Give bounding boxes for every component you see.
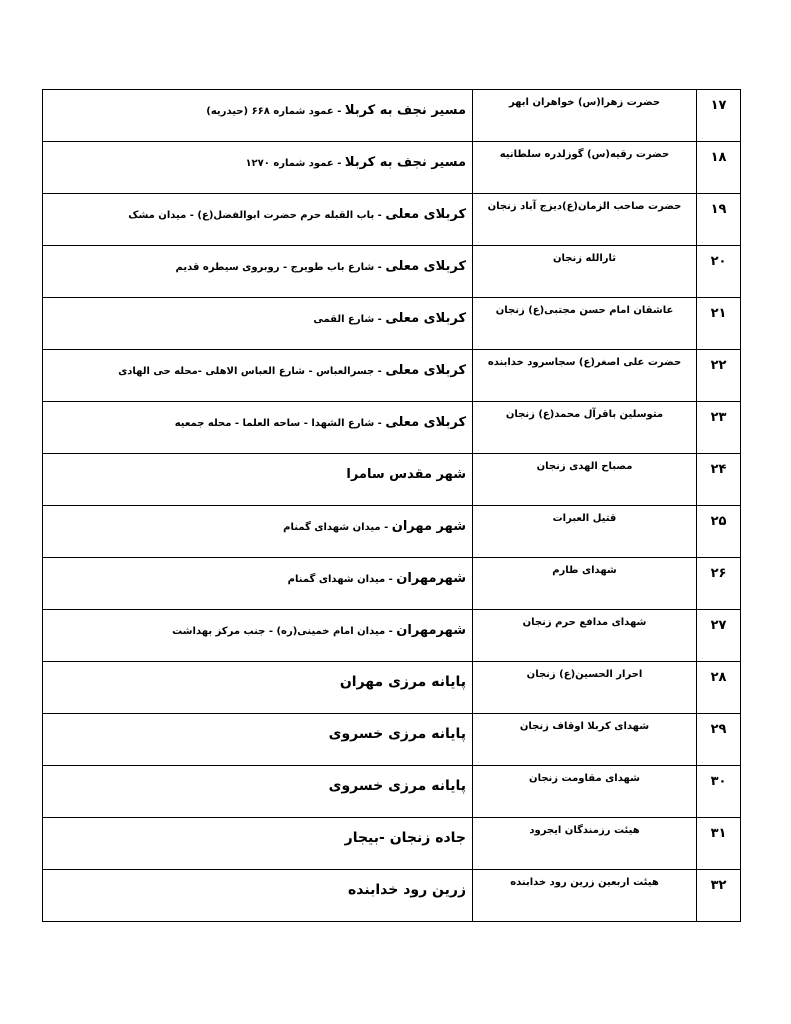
location-cell: [43, 194, 473, 246]
location-cell: [43, 402, 473, 454]
mawkib-table: [42, 89, 741, 922]
location-main: مسیر نجف به کربلا: [344, 155, 466, 170]
location-main: پایانه مرزی مهران: [339, 674, 466, 690]
row-number: ۲۸: [697, 662, 741, 714]
table-row: [43, 350, 741, 402]
host-name: حضرت رقیه(س) گوزلدره سلطانیه: [473, 142, 697, 194]
location-detail: - میدان امام خمینی(ره) - جنب مرکز بهداشت: [172, 626, 397, 637]
location-detail: - شارع الشهدا - ساحه العلما - محله جمعیه: [174, 418, 386, 429]
location-cell: [43, 766, 473, 818]
location-cell: [43, 90, 473, 142]
row-number: ۳۰: [697, 766, 741, 818]
row-number: ۲۴: [697, 454, 741, 506]
host-name: شهدای طارم: [473, 558, 697, 610]
table-row: [43, 558, 741, 610]
location-main: کربلای معلی: [385, 207, 466, 222]
location-main: کربلای معلی: [385, 311, 466, 326]
location-cell: [43, 506, 473, 558]
location-cell: [43, 246, 473, 298]
host-name: شهدای کربلا اوقاف زنجان: [473, 714, 697, 766]
host-name: شهدای مدافع حرم زنجان: [473, 610, 697, 662]
location-main: جاده زنجان -بیجار: [344, 830, 466, 846]
location-main: کربلای معلی: [385, 363, 466, 378]
location-cell: [43, 714, 473, 766]
location-main: کربلای معلی: [385, 415, 466, 430]
location-cell: [43, 454, 473, 506]
host-name: هیئت رزمندگان ایجرود: [473, 818, 697, 870]
row-number: ۲۹: [697, 714, 741, 766]
host-name: مصباح الهدی زنجان: [473, 454, 697, 506]
table-body: [43, 90, 741, 922]
row-number: ۲۶: [697, 558, 741, 610]
table-row: [43, 870, 741, 922]
host-name: قتیل العبرات: [473, 506, 697, 558]
location-main: کربلای معلی: [385, 259, 466, 274]
table-row: [43, 662, 741, 714]
row-number: ۳۲: [697, 870, 741, 922]
row-number: ۲۰: [697, 246, 741, 298]
location-main: پایانه مرزی خسروی: [328, 778, 466, 794]
table-row: [43, 766, 741, 818]
location-cell: [43, 142, 473, 194]
location-detail: - عمود شماره ۶۶۸ (حیدریه): [206, 106, 345, 117]
row-number: ۲۲: [697, 350, 741, 402]
location-cell: [43, 610, 473, 662]
row-number: ۳۱: [697, 818, 741, 870]
location-main: شهر مقدس سامرا: [346, 467, 466, 482]
location-cell: [43, 818, 473, 870]
location-detail: - میدان شهدای گمنام: [287, 574, 397, 585]
host-name: هیئت اربعین زرین رود خدابنده: [473, 870, 697, 922]
row-number: ۱۷: [697, 90, 741, 142]
row-number: ۱۹: [697, 194, 741, 246]
table-row: [43, 818, 741, 870]
host-name: حضرت صاحب الزمان(ع)دیزج آباد زنجان: [473, 194, 697, 246]
table-row: [43, 402, 741, 454]
location-main: مسیر نجف به کربلا: [344, 103, 466, 118]
row-number: ۲۳: [697, 402, 741, 454]
location-cell: [43, 662, 473, 714]
location-main: شهر مهران: [391, 519, 466, 534]
location-detail: - عمود شماره ۱۲۷۰: [245, 158, 345, 169]
host-name: متوسلین باقرآل محمد(ع) زنجان: [473, 402, 697, 454]
location-detail: - شارع باب طویرج - روبروی سیطره قدیم: [175, 262, 386, 273]
row-number: ۲۷: [697, 610, 741, 662]
host-name: حضرت زهرا(س) خواهران ابهر: [473, 90, 697, 142]
table-row: [43, 90, 741, 142]
location-main: شهرمهران: [396, 623, 466, 638]
location-detail: - جسرالعباس - شارع العباس الاهلی -محله حی الهادی: [118, 366, 386, 377]
table-row: [43, 298, 741, 350]
location-cell: [43, 870, 473, 922]
location-detail: - میدان شهدای گمنام: [283, 522, 392, 533]
location-main: زرین رود خدابنده: [348, 882, 466, 898]
location-detail: - باب القبله حرم حضرت ابوالفضل(ع) - میدان مشک: [128, 210, 386, 221]
table-row: [43, 506, 741, 558]
host-name: احرار الحسین(ع) زنجان: [473, 662, 697, 714]
row-number: ۱۸: [697, 142, 741, 194]
row-number: ۲۵: [697, 506, 741, 558]
location-main: شهرمهران: [396, 571, 466, 586]
table-row: [43, 246, 741, 298]
table-row: [43, 194, 741, 246]
row-number: ۲۱: [697, 298, 741, 350]
table-row: [43, 714, 741, 766]
location-cell: [43, 298, 473, 350]
table-row: [43, 142, 741, 194]
location-cell: [43, 350, 473, 402]
location-cell: [43, 558, 473, 610]
host-name: عاشقان امام حسن مجتبی(ع) زنجان: [473, 298, 697, 350]
table-row: [43, 454, 741, 506]
host-name: شهدای مقاومت زنجان: [473, 766, 697, 818]
location-detail: - شارع القمی: [313, 314, 386, 325]
host-name: ثارالله زنجان: [473, 246, 697, 298]
host-name: حضرت علی اصغر(ع) سجاسرود خدابنده: [473, 350, 697, 402]
table-row: [43, 610, 741, 662]
location-main: پایانه مرزی خسروی: [328, 726, 466, 742]
